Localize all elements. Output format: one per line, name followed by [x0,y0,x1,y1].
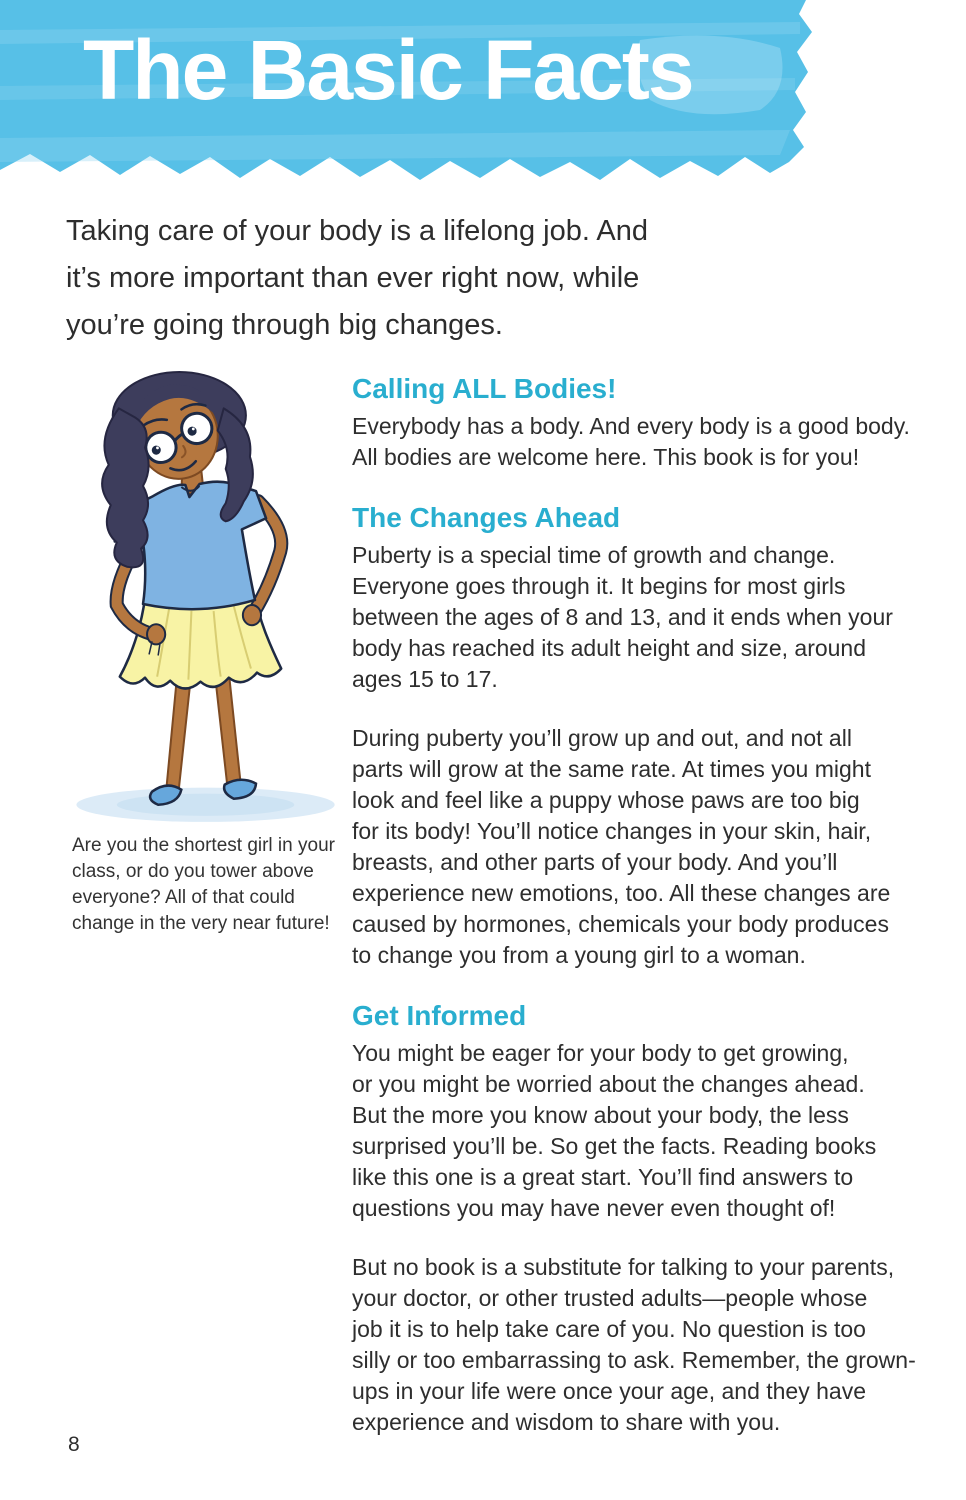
text-line: breasts, and other parts of your body. And you’ll [352,849,838,875]
text-line: change in the very near future! [72,913,330,934]
text-line: questions you may have never even thought of! [352,1195,836,1221]
text-line: like this one is a great start. You’ll find answers to [352,1164,854,1190]
section-heading: Calling ALL Bodies! [352,373,617,404]
section-calling-all-bodies [352,372,952,473]
text-line: Taking care of your body is a lifelong job. And [66,215,648,247]
text-line: class, or do you tower above [72,861,314,882]
section-paragraph [352,723,952,971]
section-paragraph [352,1038,952,1224]
text-line: your doctor, or other trusted adults—people whose [352,1285,868,1311]
text-line: everyone? All of that could [72,887,295,908]
main-text-column [352,372,952,1466]
section-paragraph [352,540,952,695]
paragraph-during-puberty [352,723,952,971]
text-line: ups in your life were once your age, and they have [352,1378,866,1404]
text-line: Everybody has a body. And every body is a good body. [352,413,910,439]
text-line: surprised you’ll be. So get the facts. Reading books [352,1133,877,1159]
illustration-caption [72,833,335,937]
text-line: During puberty you’ll grow up and out, and not all [352,725,852,751]
text-line: experience and wisdom to share with you. [352,1409,781,1435]
girl-illustration-svg [56,370,344,832]
text-line: between the ages of 8 and 13, and it ends when your [352,604,893,630]
section-get-informed [352,999,952,1224]
text-line: ages 15 to 17. [352,666,498,692]
section-changes-ahead [352,501,952,695]
intro-paragraph [66,208,726,349]
section-heading: The Changes Ahead [352,502,621,533]
text-line: look and feel like a puppy whose paws are too big [352,787,860,813]
section-heading: Get Informed [352,1000,527,1031]
text-line: job it is to help take care of you. No question is too [352,1316,866,1342]
page-title: The Basic Facts [83,23,693,117]
paragraph-no-book-substitute [352,1252,952,1438]
page-number: 8 [68,1433,80,1456]
text-line: experience new emotions, too. All these changes are [352,880,891,906]
text-line: to change you from a young girl to a woman. [352,942,806,968]
header [0,0,966,200]
text-line: Are you the shortest girl in your [72,835,335,856]
section-paragraph [352,1252,952,1438]
text-line: parts will grow at the same rate. At times you might [352,756,871,782]
text-line: You might be eager for your body to get growing, [352,1040,849,1066]
text-line: caused by hormones, chemicals your body produces [352,911,889,937]
text-line: But the more you know about your body, the less [352,1102,849,1128]
text-line: for its body! You’ll notice changes in your skin, hair, [352,818,872,844]
text-line: All bodies are welcome here. This book is for you! [352,444,860,470]
text-line: or you might be worried about the changes ahead. [352,1071,865,1097]
text-line: body has reached its adult height and size, around [352,635,867,661]
text-line: But no book is a substitute for talking to your parents, [352,1254,895,1280]
text-line: silly or too embarrassing to ask. Remember, the grown- [352,1347,916,1373]
section-paragraph [352,411,952,473]
girl-illustration [56,370,344,832]
text-line: you’re going through big changes. [66,309,503,341]
text-line: Puberty is a special time of growth and change. [352,542,836,568]
text-line: it’s more important than ever right now, while [66,262,640,294]
text-line: Everyone goes through it. It begins for most girls [352,573,846,599]
